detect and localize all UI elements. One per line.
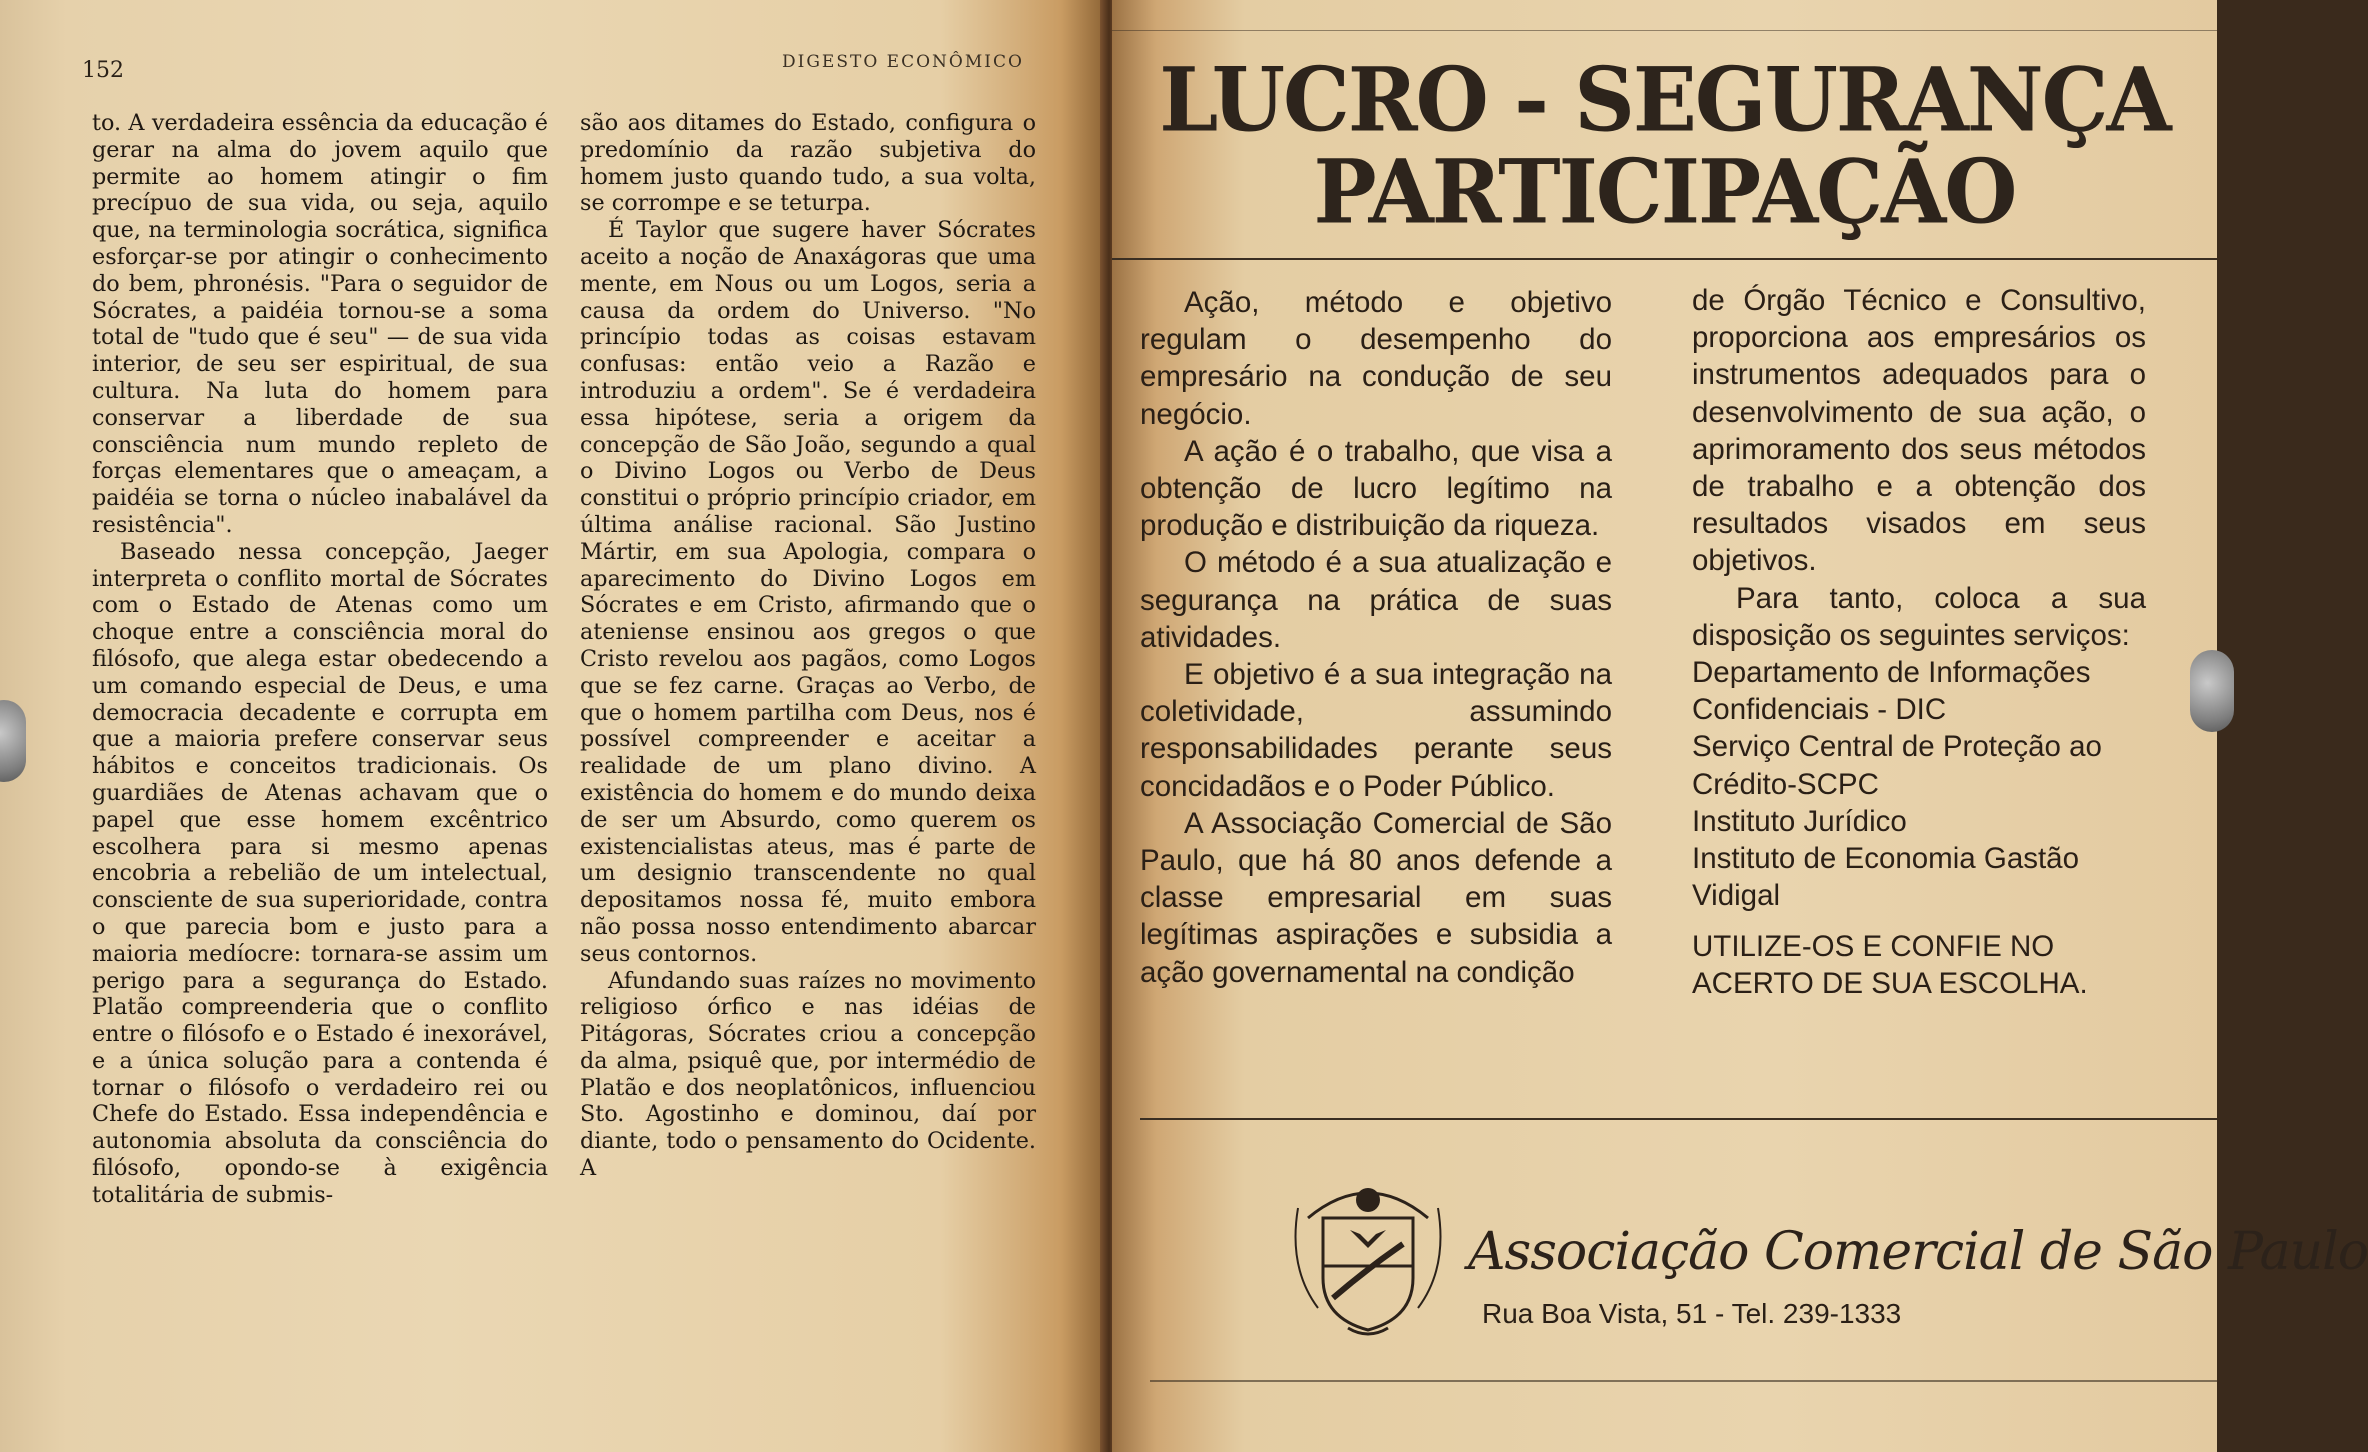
ad-paragraph: A Associação Comercial de São Paulo, que há 80 anos defende a classe empresarial em suas legítimas aspirações e subsidia a ação governamental na condição: [1140, 806, 1612, 989]
ad-paragraph: Para tanto, coloca a sua disposição os seguintes serviços:: [1692, 581, 2146, 652]
ad-column-2: [1692, 282, 2146, 1002]
service-item: Departamento de Informações Confidenciais - DIC: [1692, 656, 2091, 727]
service-item: Instituto de Economia Gastão Vidigal: [1692, 842, 2080, 913]
divider: [1112, 30, 2217, 31]
ad-title: [1112, 47, 2217, 244]
ad-paragraph: A ação é o trabalho, que visa a obtenção de lucro legítimo na produção e distribuição da riqueza.: [1140, 434, 1612, 543]
service-item: Serviço Central de Proteção ao Crédito-SCPC: [1692, 730, 2102, 801]
running-head: DIGESTO ECONÔMICO: [782, 52, 1024, 72]
binder-clip: [0, 700, 26, 782]
address: Rua Boa Vista, 51 - Tel. 239-1333: [1482, 1298, 1902, 1329]
article-paragraph: Baseado nessa concepção, Jaeger interpreta o conflito mortal de Sócrates com o Estado de Atenas como um choque entre a consciência moral do filósofo, que alega estar obedecendo a um comando especial de Deus, e uma democracia decadente e corrupta em que a maioria prefere conservar seus hábitos e conceitos tradicionais. Os guardiães de Atenas achavam que o papel que esse homem excêntrico escolhera para si mesmo apenas encobria a rebelião de um intelectual, consciente de sua superioridade, contra o que parecia bom e justo para a maioria medíocre: tornara-se assim um perigo para a segurança do Estado. Platão compreenderia que o conflito entre o filósofo e o Estado é inexorável, e a única solução para a contenda é tornar o filósofo o verdadeiro rei ou Chefe do Estado. Essa independência e autonomia absoluta da consciência do filósofo, opondo-se à exigência totalitária de submis-: [92, 538, 548, 1208]
ad-paragraph: Ação, método e objetivo regulam o desempenho do empresário na condução de seu negócio.: [1140, 286, 1612, 431]
page-number: 152: [82, 58, 124, 83]
article-paragraph: são aos ditames do Estado, configura o predomínio da razão subjetiva do homem justo quando tudo, a sua volta, se corrompe e se teturpa.: [580, 110, 1036, 217]
divider: [1150, 1380, 2217, 1382]
article-paragraph: Afundando suas raízes no movimento religioso órfico e nas idéias de Pitágoras, Sócrates criou a concepção da alma, psiquê que, por intermédio de Platão e dos neoplatônicos, influenciou Sto. Agostinho e dominou, daí por diante, todo o pensamento do Ocidente. A: [580, 967, 1036, 1182]
service-item: Instituto Jurídico: [1692, 804, 1907, 838]
signature-logo: Associação Comercial de São Paulo: [1468, 1222, 2368, 1282]
divider: [1140, 1118, 2217, 1120]
article-column-1: [92, 110, 548, 1209]
ad-title-line-2: PARTICIPAÇÃO: [1313, 139, 2016, 244]
divider: [1112, 258, 2217, 260]
article-paragraph: to. A verdadeira essência da educação é gerar na alma do jovem aquilo que permite ao homem atingir o fim precípuo de sua vida, ou seja, aquilo que, na terminologia socrática, significa esforçar-se por atingir o conhecimento do bem, phronésis. "Para o seguidor de Sócrates, a paidéia tornou-se a soma total de "tudo que é seu" — de sua vida interior, de seu ser espiritual, de sua cultura. Na luta do homem para conservar a liberdade de sua consciência num mundo repleto de forças elementares que o ameaçam, a paidéia se torna o núcleo inabalável da resistência".: [92, 110, 548, 538]
article-paragraph: É Taylor que sugere haver Sócrates aceito a noção de Anaxágoras que uma mente, em Nous ou um Logos, seria a causa da ordem do Universo. "No princípio todas as coisas estavam confusas: então veio a Razão e introduziu a ordem". Se é verdadeira essa hipótese, seria a origem da concepção de São João, segundo a qual o Divino Logos ou Verbo de Deus constitui o próprio princípio criador, em última análise racional. São Justino Mártir, em sua Apologia, compara o aparecimento do Divino Logos em Sócrates e em Cristo, afirmando que o ateniense ensinou aos gregos o que Cristo revelou aos pagãos, como Logos que se fez carne. Graças ao Verbo, de que o homem partilha com Deus, nos é possível compreender e aceitar a realidade de um plano divino. A existência do homem e do mundo deixa de ser um Absurdo, como querem os existencialistas ateus, mas é parte de um designio transcendente no qual depositamos nossa fé, muito embora não possa nosso entendimento abarcar seus contornos.: [580, 217, 1036, 967]
ad-paragraph: de Órgão Técnico e Consultivo, proporciona aos empresários os instrumentos adequados para o desenvolvimento de sua ação, o aprimoramento dos seus métodos de trabalho e a obtenção dos resultados visados em seus objetivos.: [1692, 284, 2146, 578]
ad-title-line-1: LUCRO - SEGURANÇA: [1159, 47, 2170, 152]
call-to-action: UTILIZE-OS E CONFIE NO ACERTO DE SUA ESCOLHA.: [1692, 930, 2088, 1001]
association-seal-icon: [1278, 1148, 1458, 1344]
ad-column-1: [1140, 284, 1612, 991]
binder-clip: [2190, 650, 2234, 732]
ad-paragraph: E objetivo é a sua integração na coletividade, assumindo responsabilidades perante seus concidadãos e o Poder Público.: [1140, 658, 1612, 803]
ad-paragraph: O método é a sua atualização e segurança na prática de suas atividades.: [1140, 546, 1612, 654]
left-page: [0, 0, 1105, 1452]
article-column-2: [580, 110, 1036, 1182]
